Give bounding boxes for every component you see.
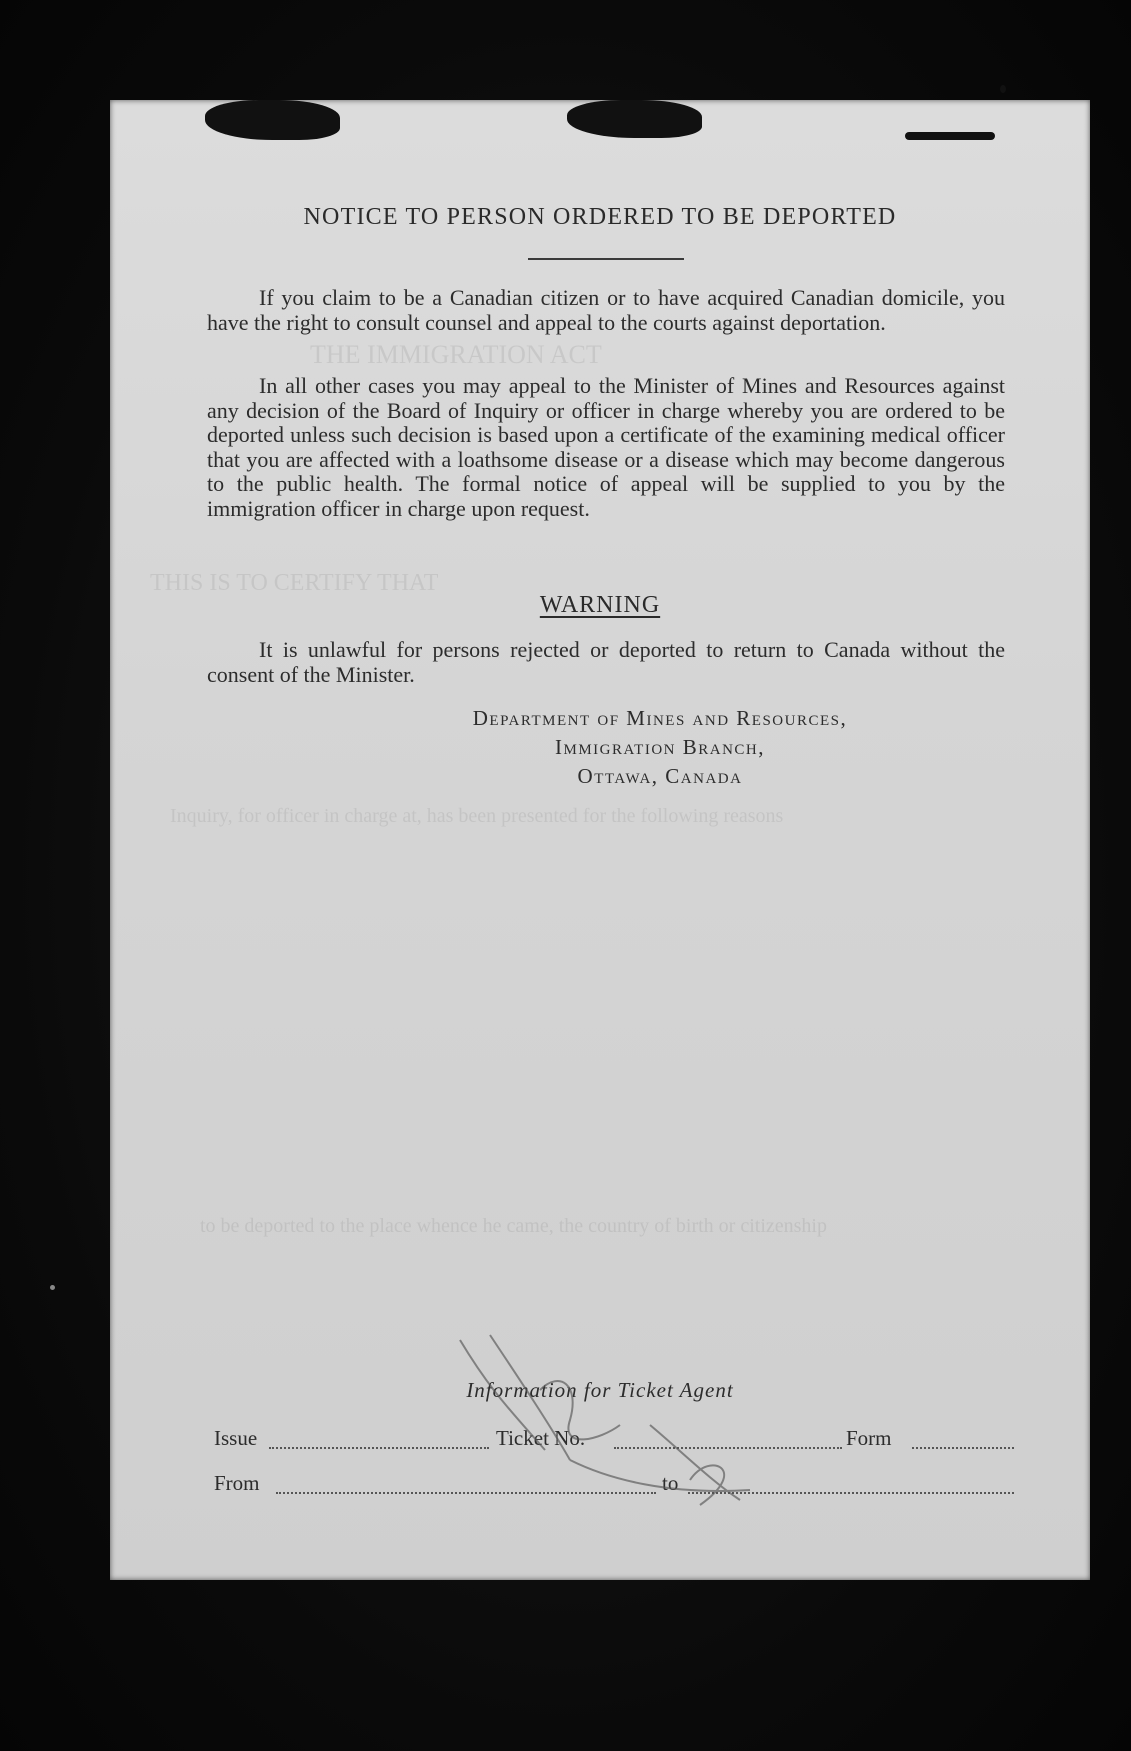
department-location: Ottawa, Canada — [577, 764, 743, 788]
warning-heading: WARNING — [539, 592, 661, 618]
clip-mark-left — [205, 100, 340, 140]
form-fill-line — [912, 1447, 1014, 1449]
ticket-agent-heading: Information for Ticket Agent — [466, 1378, 734, 1402]
minister-appeal-paragraph: In all other cases you may appeal to the Minister of Mines and Resources against any decision of the Board of Inquiry or officer in charge whereby you are ordered to be deported unless such decision is based upon a certificate of the examining medical officer that you are affected with a loathsome disease or a disease which may become dangerous to the public health. The formal notice of appeal will be supplied to you by the immigration officer in charge upon request. — [207, 373, 1005, 521]
bleed-through-text: THE IMMIGRATION ACT — [310, 340, 602, 369]
bleed-through-text: THIS IS TO CERTIFY THAT — [150, 570, 439, 596]
frame-speck — [1000, 85, 1006, 93]
bleed-through-text: Inquiry, for officer in charge at, has been presented for the following reasons — [170, 805, 784, 827]
warning-text: It is unlawful for persons rejected or deported to return to Canada without the consent of the Minister. — [207, 637, 1005, 687]
frame-speck — [50, 1285, 55, 1290]
clip-mark-center — [567, 100, 702, 138]
department-name: Department of Mines and Resources, — [472, 706, 848, 730]
handwritten-signature — [450, 1330, 810, 1530]
title-divider — [528, 258, 684, 260]
document-page — [110, 100, 1090, 1580]
bleed-through-text: to be deported to the place whence he came, the country of birth or citizenship — [200, 1215, 827, 1237]
clip-mark-right — [905, 132, 995, 140]
ticket-no-label: Ticket No. — [496, 1426, 586, 1450]
branch-name: Immigration Branch, — [554, 735, 765, 759]
form-label: Form — [846, 1426, 892, 1450]
from-label: From — [214, 1471, 260, 1495]
notice-title: NOTICE TO PERSON ORDERED TO BE DEPORTED — [303, 204, 897, 230]
citizen-appeal-paragraph: If you claim to be a Canadian citizen or to have acquired Canadian domicile, you have the right to consult counsel and appeal to the courts against deportation. — [207, 285, 1005, 335]
issue-label: Issue — [214, 1426, 258, 1450]
to-label: to — [662, 1471, 679, 1495]
